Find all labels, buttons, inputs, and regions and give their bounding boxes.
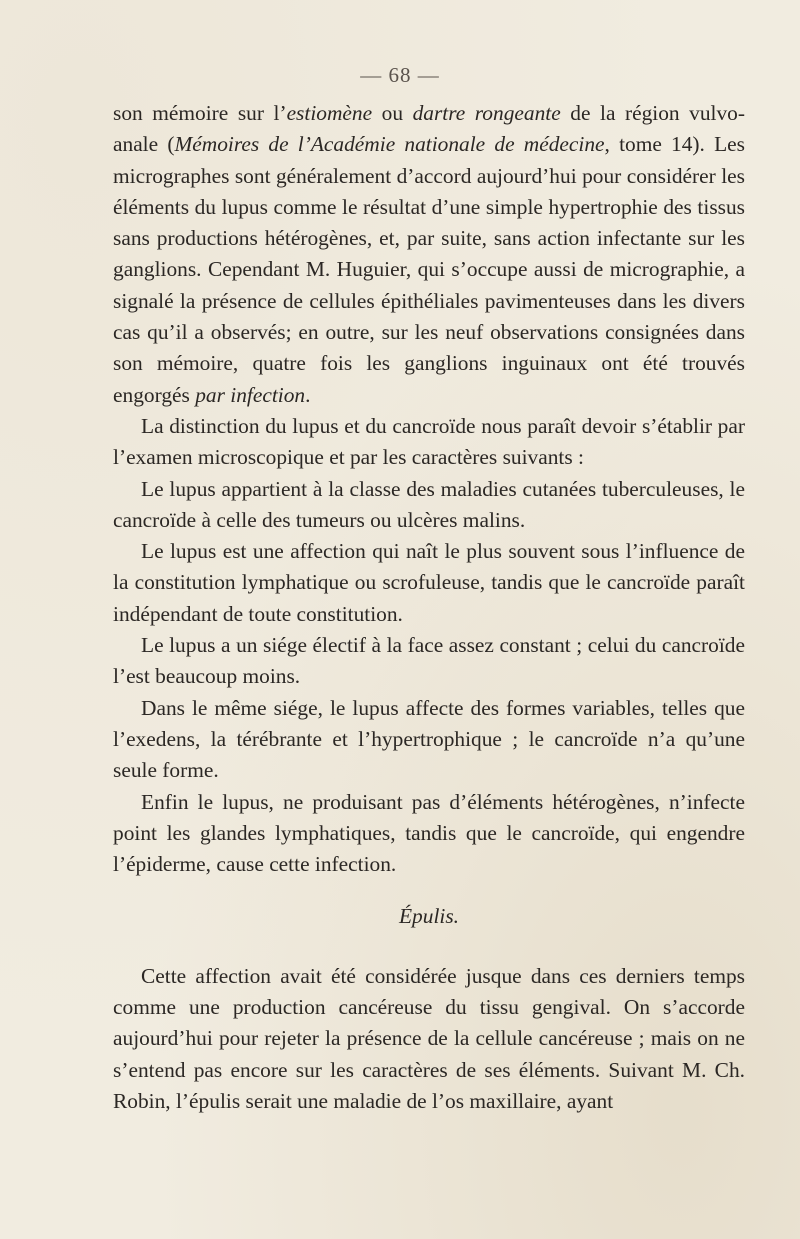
italic-term-dartre: dartre rongeante (412, 101, 561, 125)
text-run: de la région vulvo-anale ( (113, 101, 746, 157)
paragraph-classe: Le lupus appartient à la classe des maladies cutanées tuberculeuses, le cancroïde à celle des tumeurs ou ulcères malins. (113, 476, 745, 532)
paragraph-epulis: Cette affection avait été considérée jusque dans ces derniers temps comme une production cancéreuse du tissu gengival. On s’accorde aujourd’hui pour rejeter la présence de la cellule cancéreuse ; mais on ne s’entend pas encore sur les caractères de ses éléments. Suivant M. Ch. Robin, l’épulis serait une maladie de l’os maxillaire, ayant (113, 963, 745, 1113)
paragraph-siege-electif: Le lupus a un siége électif à la face assez constant ; celui du cancroïde l’est beaucoup moins. (113, 633, 745, 689)
section-heading: Épulis. (398, 904, 459, 929)
text-run: son mémoire sur l’ (113, 101, 287, 125)
paragraph-formes: Dans le même siége, le lupus affecte des formes variables, telles que l’exedens, la térébrante et l’hypertrophique ; le cancroïde n’a qu’une seule forme. (113, 695, 745, 783)
text-run: , tome 14). Les micrographes sont généralement d’accord aujourd’hui pour considérer les éléments du lupus comme le résultat d’une simple hypertrophie des tissus sans productions hétérogènes, et, par suite, sans action infectante sur les ganglions. Cependant M. Huguier, qui s’occupe aussi de micrographie, a signalé la présence de cellules épithéliales pavimenteuses dans les divers cas qu’il a observés; en outre, sur les neuf observations consignées dans son mémoire, quatre fois les ganglions inguinaux ont été trouvés engorgés (113, 132, 745, 407)
paragraph-distinction: La distinction du lupus et du cancroïde nous paraît devoir s’établir par l’examen microscopique et par les caractères suivants : (113, 413, 745, 470)
paragraph-constitution: Le lupus est une affection qui naît le plus souvent sous l’influence de la constitution lymphatique ou scrofuleuse, tandis que le cancroïde paraît indépendant de toute constitution. (113, 539, 745, 626)
text-run: . (305, 382, 311, 407)
paragraph-infection: Enfin le lupus, ne produisant pas d’éléments hétérogènes, n’infecte point les glandes lymphatiques, tandis que le cancroïde, qui engendre l’épiderme, cause cette infection. (113, 789, 745, 877)
italic-term-infection: par infection (195, 382, 306, 407)
italic-citation: Mémoires de l’Académie nationale de médecine (174, 132, 605, 157)
body-text (113, 98, 745, 1117)
italic-term-estiomene: estiomène (286, 101, 373, 125)
paragraph-continuation (113, 98, 745, 411)
page-number: — 68 — (360, 63, 440, 87)
text-run: ou (372, 101, 413, 125)
